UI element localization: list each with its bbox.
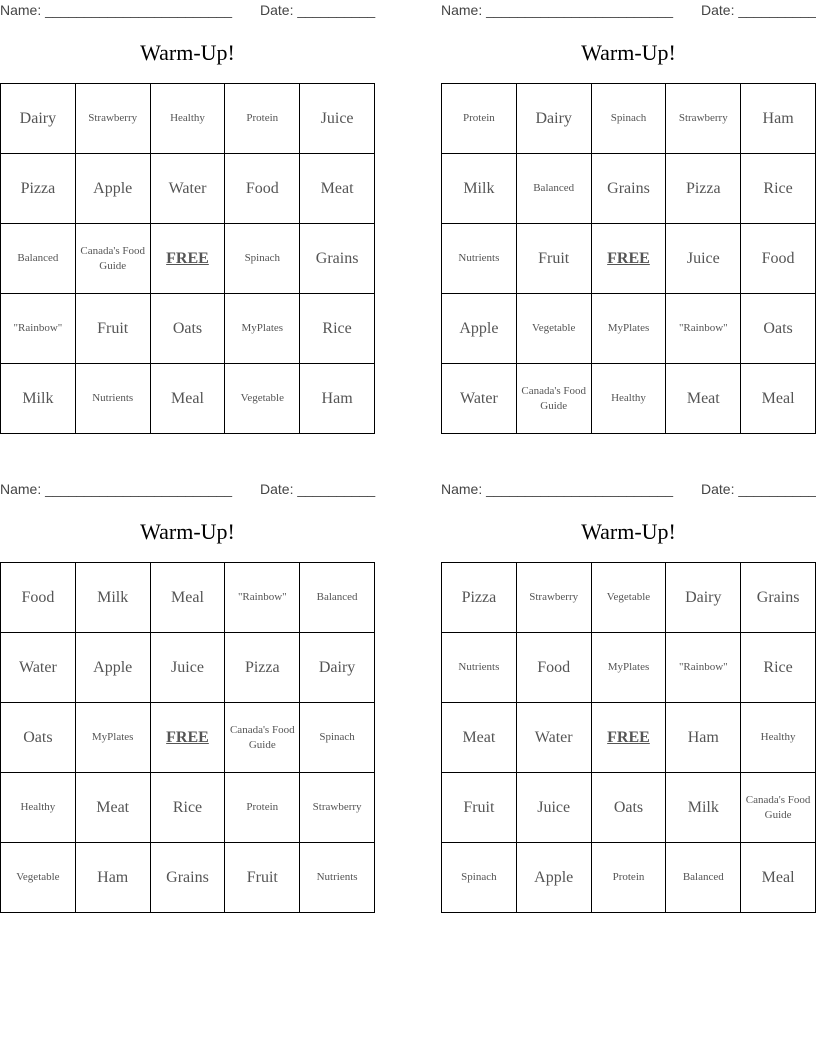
bingo-grid — [0, 83, 375, 434]
bingo-cell: Juice — [666, 224, 741, 294]
date-field-label: Date: __________ — [260, 481, 376, 497]
bingo-cell: MyPlates — [592, 633, 667, 703]
bingo-cell: Apple — [76, 633, 151, 703]
bingo-cell: Meal — [741, 843, 816, 913]
bingo-cell: Pizza — [666, 154, 741, 224]
bingo-cell: Canada's Food Guide — [517, 364, 592, 434]
bingo-cell: Vegetable — [592, 563, 667, 633]
bingo-cell: Grains — [741, 563, 816, 633]
bingo-cell: Juice — [151, 633, 226, 703]
bingo-cell: Oats — [592, 773, 667, 843]
bingo-card-1 — [0, 0, 376, 407]
bingo-cell: Water — [517, 703, 592, 773]
bingo-cell: Healthy — [741, 703, 816, 773]
bingo-cell: Fruit — [517, 224, 592, 294]
bingo-cell: Meal — [151, 563, 226, 633]
bingo-cell: Canada's Food Guide — [741, 773, 816, 843]
bingo-cell: Pizza — [442, 563, 517, 633]
bingo-cell: Healthy — [151, 84, 226, 154]
bingo-cell: Rice — [741, 154, 816, 224]
bingo-cell: Vegetable — [1, 843, 76, 913]
bingo-cell: Strawberry — [300, 773, 375, 843]
bingo-cell: "Rainbow" — [1, 294, 76, 364]
bingo-cell: Rice — [741, 633, 816, 703]
bingo-cell: Healthy — [1, 773, 76, 843]
bingo-cell: Meat — [666, 364, 741, 434]
bingo-cell: Balanced — [666, 843, 741, 913]
bingo-cell: MyPlates — [225, 294, 300, 364]
bingo-cell: Strawberry — [517, 563, 592, 633]
card-header — [441, 0, 816, 22]
bingo-cell: Protein — [225, 84, 300, 154]
bingo-cell: Spinach — [442, 843, 517, 913]
bingo-card-4 — [441, 479, 816, 886]
bingo-cell: Fruit — [442, 773, 517, 843]
bingo-cell: Vegetable — [517, 294, 592, 364]
bingo-cell: Grains — [151, 843, 226, 913]
card-title: Warm-Up! — [140, 519, 235, 544]
bingo-cell: Oats — [151, 294, 226, 364]
bingo-cell: Nutrients — [300, 843, 375, 913]
bingo-cell: Apple — [517, 843, 592, 913]
date-field-label: Date: __________ — [701, 481, 816, 497]
bingo-card-3 — [0, 479, 376, 886]
bingo-cell: Pizza — [1, 154, 76, 224]
bingo-cell: Spinach — [225, 224, 300, 294]
bingo-cell: Meat — [300, 154, 375, 224]
bingo-cell: MyPlates — [76, 703, 151, 773]
bingo-cell: Pizza — [225, 633, 300, 703]
bingo-cell: Canada's Food Guide — [225, 703, 300, 773]
bingo-cell: Grains — [592, 154, 667, 224]
free-space-cell: FREE — [592, 224, 667, 294]
bingo-cell: Fruit — [76, 294, 151, 364]
bingo-cell: Ham — [666, 703, 741, 773]
bingo-cell: Rice — [300, 294, 375, 364]
bingo-cell: Balanced — [517, 154, 592, 224]
bingo-cell: Meal — [741, 364, 816, 434]
bingo-cell: Food — [1, 563, 76, 633]
bingo-cell: "Rainbow" — [225, 563, 300, 633]
free-space-cell: FREE — [151, 703, 226, 773]
bingo-cell: Water — [442, 364, 517, 434]
bingo-cell: Meat — [442, 703, 517, 773]
bingo-cell: MyPlates — [592, 294, 667, 364]
bingo-cell: Spinach — [300, 703, 375, 773]
bingo-cell: Grains — [300, 224, 375, 294]
bingo-cell: Dairy — [1, 84, 76, 154]
bingo-cell: Juice — [517, 773, 592, 843]
card-header — [0, 0, 375, 22]
free-space-cell: FREE — [592, 703, 667, 773]
bingo-cell: "Rainbow" — [666, 633, 741, 703]
bingo-cell: Ham — [741, 84, 816, 154]
bingo-grid — [0, 562, 375, 913]
bingo-cell: Food — [225, 154, 300, 224]
card-header — [0, 479, 375, 501]
bingo-cell: Nutrients — [442, 633, 517, 703]
bingo-cell: "Rainbow" — [666, 294, 741, 364]
bingo-cell: Milk — [666, 773, 741, 843]
bingo-grid — [441, 562, 816, 913]
card-header — [441, 479, 816, 501]
bingo-cell: Nutrients — [76, 364, 151, 434]
free-space-cell: FREE — [151, 224, 226, 294]
bingo-cell: Canada's Food Guide — [76, 224, 151, 294]
bingo-cell: Ham — [76, 843, 151, 913]
bingo-cell: Dairy — [517, 84, 592, 154]
bingo-cell: Juice — [300, 84, 375, 154]
bingo-cell: Healthy — [592, 364, 667, 434]
bingo-cell: Food — [741, 224, 816, 294]
card-title: Warm-Up! — [140, 40, 235, 65]
date-field-label: Date: __________ — [701, 2, 816, 18]
name-field-label: Name: ________________________ — [0, 481, 232, 497]
date-field-label: Date: __________ — [260, 2, 376, 18]
bingo-cell: Protein — [225, 773, 300, 843]
bingo-cell: Apple — [442, 294, 517, 364]
bingo-cell: Milk — [76, 563, 151, 633]
bingo-cell: Balanced — [300, 563, 375, 633]
bingo-cell: Apple — [76, 154, 151, 224]
card-title: Warm-Up! — [581, 519, 676, 544]
bingo-cell: Balanced — [1, 224, 76, 294]
bingo-cell: Milk — [442, 154, 517, 224]
name-field-label: Name: ________________________ — [441, 481, 673, 497]
bingo-cell: Water — [151, 154, 226, 224]
bingo-cell: Nutrients — [442, 224, 517, 294]
bingo-cell: Vegetable — [225, 364, 300, 434]
bingo-cell: Water — [1, 633, 76, 703]
bingo-cell: Strawberry — [76, 84, 151, 154]
bingo-cell: Meal — [151, 364, 226, 434]
bingo-cell: Meat — [76, 773, 151, 843]
bingo-grid — [441, 83, 816, 434]
bingo-cell: Milk — [1, 364, 76, 434]
bingo-cell: Spinach — [592, 84, 667, 154]
bingo-cell: Fruit — [225, 843, 300, 913]
name-field-label: Name: ________________________ — [0, 2, 232, 18]
name-field-label: Name: ________________________ — [441, 2, 673, 18]
bingo-cell: Food — [517, 633, 592, 703]
bingo-cell: Oats — [1, 703, 76, 773]
bingo-cell: Dairy — [666, 563, 741, 633]
card-title: Warm-Up! — [581, 40, 676, 65]
bingo-cell: Protein — [592, 843, 667, 913]
bingo-card-2 — [441, 0, 816, 412]
bingo-cell: Dairy — [300, 633, 375, 703]
bingo-cell: Strawberry — [666, 84, 741, 154]
bingo-cell: Ham — [300, 364, 375, 434]
bingo-cell: Oats — [741, 294, 816, 364]
bingo-cell: Rice — [151, 773, 226, 843]
bingo-cell: Protein — [442, 84, 517, 154]
